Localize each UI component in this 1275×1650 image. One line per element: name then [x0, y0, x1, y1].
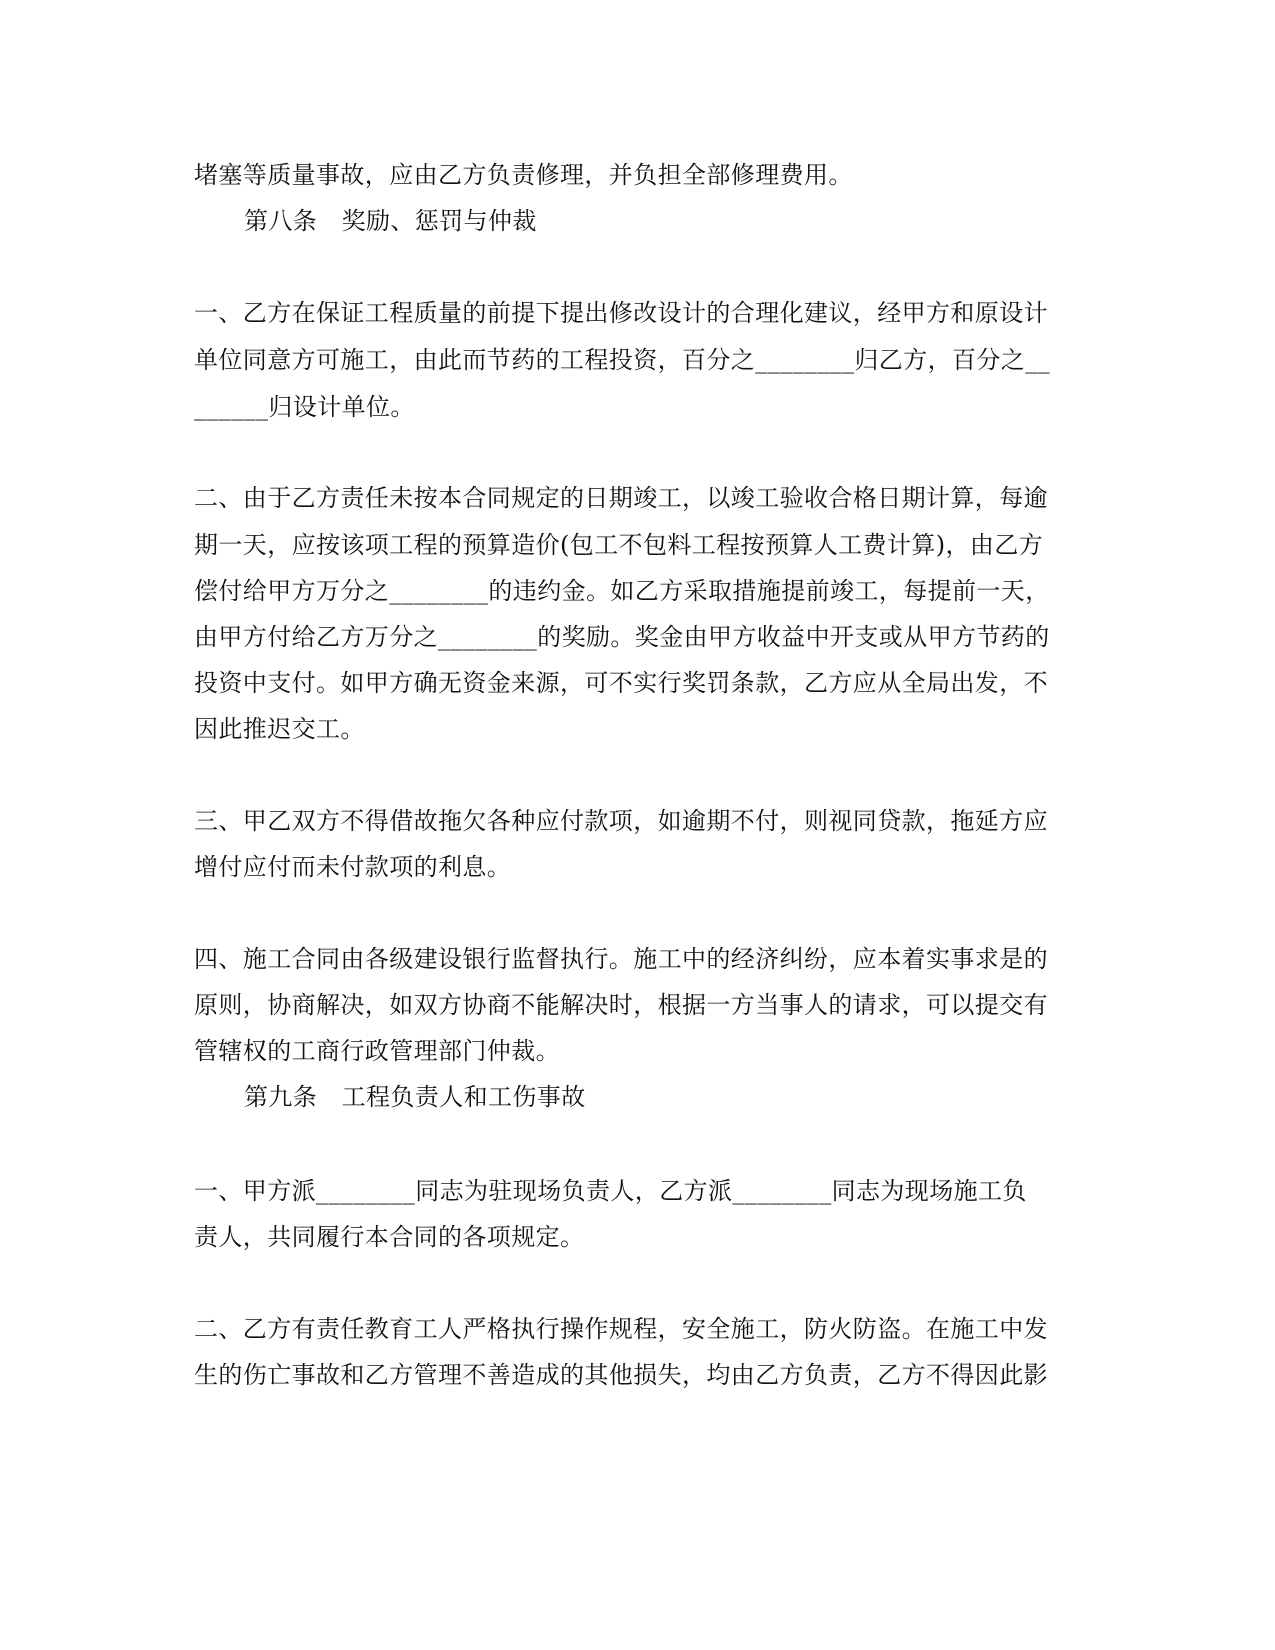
text-line: 二、由于乙方责任未按本合同规定的日期竣工，以竣工验收合格日期计算，每逾: [194, 484, 1048, 512]
text-line: 偿付给甲方万分之________的违约金。如乙方采取措施提前竣工，每提前一天，: [194, 577, 1050, 605]
text-line: 单位同意方可施工，由此而节药的工程投资，百分之________归乙方，百分之__: [194, 346, 1050, 374]
text-line: 原则，协商解决，如双方协商不能解决时，根据一方当事人的请求，可以提交有: [194, 991, 1048, 1019]
text-line: 四、施工合同由各级建设银行监督执行。施工中的经济纠纷，应本着实事求是的: [194, 945, 1048, 973]
text-line: 由甲方付给乙方万分之________的奖励。奖金由甲方收益中开支或从甲方节药的: [194, 623, 1050, 651]
text-line: 生的伤亡事故和乙方管理不善造成的其他损失，均由乙方负责，乙方不得因此影: [194, 1361, 1048, 1389]
text-line: ______归设计单位。: [194, 393, 415, 421]
text-line: 三、甲乙双方不得借故拖欠各种应付款项，如逾期不付，则视同贷款，拖延方应: [194, 807, 1048, 835]
text-line: 增付应付而未付款项的利息。: [194, 853, 512, 881]
text-line: 管辖权的工商行政管理部门仲裁。: [194, 1037, 560, 1065]
text-line: 投资中支付。如甲方确无资金来源，可不实行奖罚条款，乙方应从全局出发，不: [194, 669, 1048, 697]
article-heading: 第九条 工程负责人和工伤事故: [244, 1083, 586, 1111]
text-line: 一、乙方在保证工程质量的前提下提出修改设计的合理化建议，经甲方和原设计: [194, 299, 1048, 327]
text-line: 期一天，应按该项工程的预算造价(包工不包料工程按预算人工费计算)，由乙方: [194, 531, 1044, 559]
text-line: 二、乙方有责任教育工人严格执行操作规程，安全施工，防火防盗。在施工中发: [194, 1315, 1048, 1343]
text-line: 一、甲方派________同志为驻现场负责人，乙方派________同志为现场施工负: [194, 1177, 1027, 1205]
text-line: 堵塞等质量事故，应由乙方负责修理，并负担全部修理费用。: [194, 161, 853, 189]
article-heading: 第八条 奖励、惩罚与仲裁: [244, 207, 537, 235]
text-line: 责人，共同履行本合同的各项规定。: [194, 1223, 585, 1251]
text-line: 因此推迟交工。: [194, 715, 365, 743]
